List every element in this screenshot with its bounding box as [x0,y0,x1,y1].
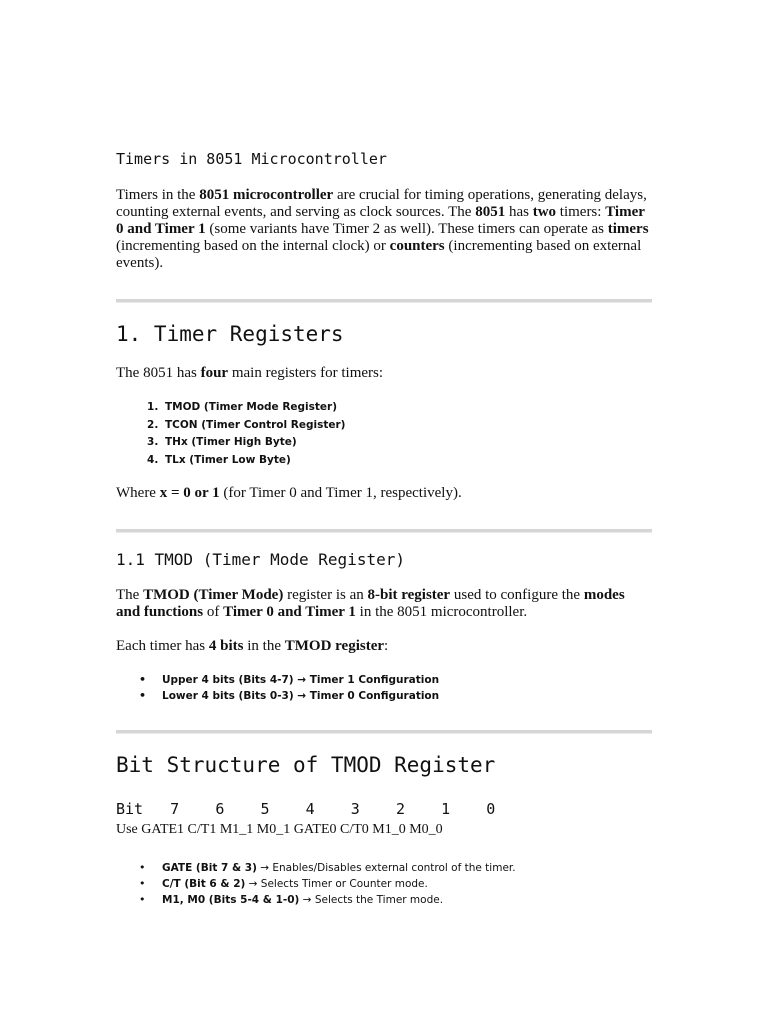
list-item: • M1, M0 (Bits 5-4 & 1-0) → Selects the Timer mode. [162,892,698,908]
list-item: 1. TMOD (Timer Mode Register) [162,399,698,417]
registers-lead-text: The 8051 has four main registers for timers: [116,365,384,381]
list-item: • GATE (Bit 7 & 3) → Enables/Disables external control of the timer. [162,860,698,876]
bit-number-row: Bit 7 6 5 4 3 2 1 0 [116,800,496,818]
section-divider [116,529,652,533]
tmod-description: The TMOD (Timer Mode) register is an 8-bit register used to configure the modes and functions of Timer 0 and Timer 1 in the 8051 microcontroller. [116,587,625,620]
intro-paragraph: Timers in the 8051 microcontroller are crucial for timing operations, generating delays, counting external events, and serving as clock sources. The 8051 has two timers: Timer 0 and Timer 1 (some variants have Timer 2 as well). These timers can operate as timers (incrementing based on the internal clock) or counters (incrementing based on external events). [116,187,649,271]
list-item: 3. THx (Timer High Byte) [162,434,698,452]
list-item: 2. TCON (Timer Control Register) [162,417,698,435]
section-heading-tmod: 1.1 TMOD (Timer Mode Register) [116,550,405,569]
tmod-bits-list [116,672,698,704]
section-heading-timer-registers: 1. Timer Registers [116,322,344,346]
section-divider [116,730,652,734]
list-item: • Upper 4 bits (Bits 4-7) → Timer 1 Configuration [162,672,698,688]
document-title: Timers in 8051 Microcontroller [116,150,387,168]
bit-usage-row: Use GATE1 C/T1 M1_1 M0_1 GATE0 C/T0 M1_0 M0_0 [116,822,443,837]
list-item: • C/T (Bit 6 & 2) → Selects Timer or Counter mode. [162,876,698,892]
list-item: 4. TLx (Timer Low Byte) [162,452,698,470]
tmod-bits-intro: Each timer has 4 bits in the TMOD register: [116,638,389,654]
bit-field-list [116,860,698,908]
where-x-note: Where x = 0 or 1 (for Timer 0 and Timer 1, respectively). [116,485,462,501]
section-heading-bit-structure: Bit Structure of TMOD Register [116,753,496,777]
list-item: • Lower 4 bits (Bits 0-3) → Timer 0 Configuration [162,688,698,704]
register-list [116,399,698,469]
section-divider [116,299,652,303]
